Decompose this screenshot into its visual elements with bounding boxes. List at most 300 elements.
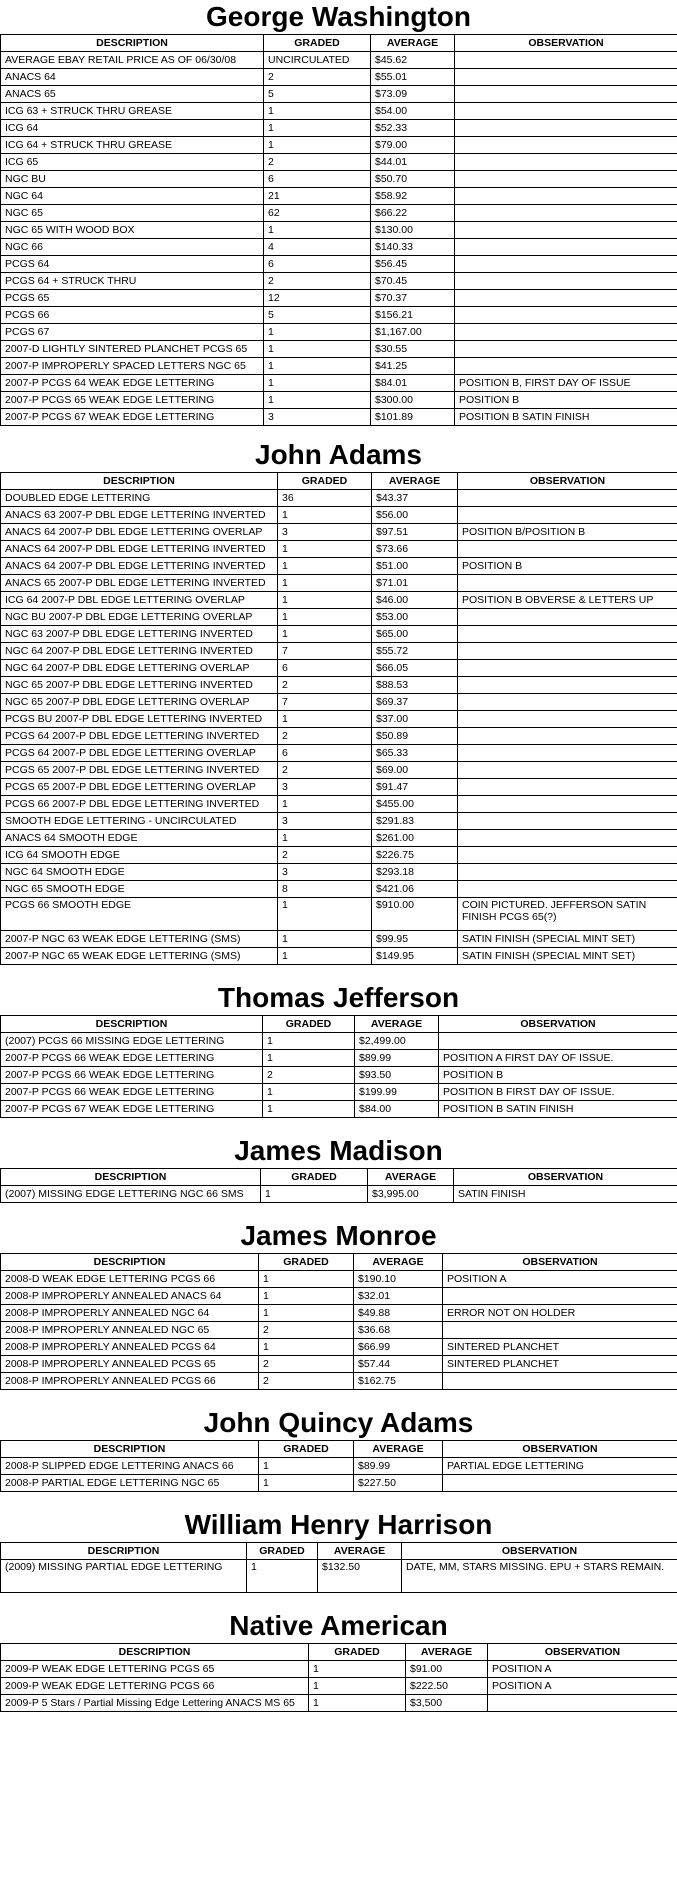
observation-cell <box>455 239 677 256</box>
graded-cell: 2 <box>278 762 372 779</box>
description-cell: 2008-P IMPROPERLY ANNEALED PCGS 65 <box>1 1356 259 1373</box>
table-row <box>1 1373 677 1390</box>
description-cell: ANACS 64 <box>1 69 264 86</box>
average-cell: $97.51 <box>372 524 458 541</box>
column-header-description: DESCRIPTION <box>1 473 278 490</box>
graded-cell: 1 <box>259 1271 354 1288</box>
column-header-average: AVERAGE <box>371 35 455 52</box>
observation-cell <box>455 205 677 222</box>
description-cell: PCGS 66 SMOOTH EDGE <box>1 898 278 931</box>
observation-cell <box>458 541 677 558</box>
column-header-description: DESCRIPTION <box>1 35 264 52</box>
description-cell: DOUBLED EDGE LETTERING <box>1 490 278 507</box>
graded-cell: 5 <box>264 86 371 103</box>
description-cell: ANACS 65 <box>1 86 264 103</box>
table-header-row <box>1 1441 677 1458</box>
section-thomas-jefferson <box>0 981 677 1118</box>
table-row <box>1 324 677 341</box>
table-row <box>1 694 677 711</box>
description-cell: 2007-P PCGS 67 WEAK EDGE LETTERING <box>1 1101 263 1118</box>
observation-cell <box>458 643 677 660</box>
column-header-description: DESCRIPTION <box>1 1441 259 1458</box>
observation-cell <box>458 507 677 524</box>
average-cell: $66.99 <box>354 1339 443 1356</box>
average-cell: $199.99 <box>355 1084 439 1101</box>
description-cell: 2007-P NGC 63 WEAK EDGE LETTERING (SMS) <box>1 931 278 948</box>
table-row <box>1 154 677 171</box>
column-header-description: DESCRIPTION <box>1 1543 247 1560</box>
table-row <box>1 1356 677 1373</box>
observation-cell <box>455 324 677 341</box>
average-cell: $56.00 <box>372 507 458 524</box>
observation-cell <box>458 830 677 847</box>
observation-cell: COIN PICTURED. JEFFERSON SATIN FINISH PCGS 65(?) <box>458 898 677 931</box>
observation-cell <box>458 864 677 881</box>
observation-cell <box>455 137 677 154</box>
observation-cell <box>458 677 677 694</box>
observation-cell <box>455 103 677 120</box>
average-cell: $70.45 <box>371 273 455 290</box>
average-cell: $56.45 <box>371 256 455 273</box>
observation-cell <box>458 490 677 507</box>
average-cell: $99.95 <box>372 931 458 948</box>
average-cell: $140.33 <box>371 239 455 256</box>
graded-cell: 2 <box>278 677 372 694</box>
observation-cell <box>455 256 677 273</box>
description-cell: PCGS 67 <box>1 324 264 341</box>
table-row <box>1 813 677 830</box>
average-cell: $132.50 <box>318 1560 402 1593</box>
price-table <box>0 1253 677 1390</box>
table-row <box>1 1322 677 1339</box>
description-cell: 2008-P IMPROPERLY ANNEALED ANACS 64 <box>1 1288 259 1305</box>
average-cell: $69.37 <box>372 694 458 711</box>
column-header-graded: GRADED <box>261 1169 368 1186</box>
description-cell: 2008-P IMPROPERLY ANNEALED NGC 64 <box>1 1305 259 1322</box>
average-cell: $3,995.00 <box>368 1186 454 1203</box>
graded-cell: 1 <box>264 103 371 120</box>
description-cell: 2007-P PCGS 66 WEAK EDGE LETTERING <box>1 1050 263 1067</box>
section-title: George Washington <box>206 1 471 32</box>
description-cell: 2007-P NGC 65 WEAK EDGE LETTERING (SMS) <box>1 948 278 965</box>
column-header-graded: GRADED <box>259 1254 354 1271</box>
table-row <box>1 103 677 120</box>
description-cell: NGC 64 SMOOTH EDGE <box>1 864 278 881</box>
column-header-description: DESCRIPTION <box>1 1254 259 1271</box>
column-header-observation: OBSERVATION <box>458 473 677 490</box>
description-cell: 2009-P WEAK EDGE LETTERING PCGS 66 <box>1 1678 309 1695</box>
description-cell: 2008-P IMPROPERLY ANNEALED NGC 65 <box>1 1322 259 1339</box>
table-row <box>1 1033 677 1050</box>
observation-cell: POSITION A <box>443 1271 677 1288</box>
graded-cell: 1 <box>263 1033 355 1050</box>
description-cell: ICG 64 + STRUCK THRU GREASE <box>1 137 264 154</box>
table-row <box>1 643 677 660</box>
observation-cell <box>458 796 677 813</box>
table-row <box>1 626 677 643</box>
table-row <box>1 120 677 137</box>
graded-cell: 1 <box>259 1288 354 1305</box>
average-cell: $79.00 <box>371 137 455 154</box>
column-header-average: AVERAGE <box>354 1254 443 1271</box>
table-row <box>1 171 677 188</box>
description-cell: 2007-P PCGS 65 WEAK EDGE LETTERING <box>1 392 264 409</box>
table-header-row <box>1 1254 677 1271</box>
table-row <box>1 609 677 626</box>
description-cell: (2007) MISSING EDGE LETTERING NGC 66 SMS <box>1 1186 261 1203</box>
average-cell: $44.01 <box>371 154 455 171</box>
column-header-average: AVERAGE <box>406 1644 488 1661</box>
description-cell: 2008-P IMPROPERLY ANNEALED PCGS 66 <box>1 1373 259 1390</box>
observation-cell <box>443 1373 677 1390</box>
table-row <box>1 1475 677 1492</box>
average-cell: $130.00 <box>371 222 455 239</box>
graded-cell: 2 <box>264 69 371 86</box>
average-cell: $89.99 <box>354 1458 443 1475</box>
average-cell: $37.00 <box>372 711 458 728</box>
observation-cell: SATIN FINISH (SPECIAL MINT SET) <box>458 948 677 965</box>
average-cell: $66.22 <box>371 205 455 222</box>
table-row <box>1 864 677 881</box>
table-row <box>1 592 677 609</box>
average-cell: $190.10 <box>354 1271 443 1288</box>
average-cell: $65.33 <box>372 745 458 762</box>
observation-cell <box>455 120 677 137</box>
observation-cell <box>455 290 677 307</box>
observation-cell <box>455 69 677 86</box>
table-row <box>1 1288 677 1305</box>
table-header-row <box>1 473 677 490</box>
description-cell: NGC BU 2007-P DBL EDGE LETTERING OVERLAP <box>1 609 278 626</box>
graded-cell: UNCIRCULATED <box>264 52 371 69</box>
section-william-henry-harrison <box>0 1508 677 1593</box>
table-row <box>1 1560 677 1593</box>
graded-cell: 3 <box>278 524 372 541</box>
observation-cell: POSITION B SATIN FINISH <box>455 409 677 426</box>
description-cell: 2009-P 5 Stars / Partial Missing Edge Lettering ANACS MS 65 <box>1 1695 309 1712</box>
average-cell: $71.01 <box>372 575 458 592</box>
description-cell: 2007-P PCGS 67 WEAK EDGE LETTERING <box>1 409 264 426</box>
section-title: Native American <box>229 1610 448 1641</box>
description-cell: ICG 65 <box>1 154 264 171</box>
description-cell: 2008-P IMPROPERLY ANNEALED PCGS 64 <box>1 1339 259 1356</box>
average-cell: $66.05 <box>372 660 458 677</box>
observation-cell: ERROR NOT ON HOLDER <box>443 1305 677 1322</box>
average-cell: $70.37 <box>371 290 455 307</box>
observation-cell: SATIN FINISH <box>454 1186 677 1203</box>
graded-cell: 1 <box>309 1661 406 1678</box>
graded-cell: 2 <box>264 273 371 290</box>
description-cell: SMOOTH EDGE LETTERING - UNCIRCULATED <box>1 813 278 830</box>
observation-cell <box>458 575 677 592</box>
table-row <box>1 205 677 222</box>
average-cell: $261.00 <box>372 830 458 847</box>
description-cell: ICG 64 2007-P DBL EDGE LETTERING OVERLAP <box>1 592 278 609</box>
column-header-graded: GRADED <box>259 1441 354 1458</box>
graded-cell: 1 <box>264 137 371 154</box>
price-table <box>0 1168 677 1203</box>
graded-cell: 62 <box>264 205 371 222</box>
section-john-quincy-adams <box>0 1406 677 1492</box>
observation-cell: POSITION B FIRST DAY OF ISSUE. <box>439 1084 677 1101</box>
table-row <box>1 273 677 290</box>
table-row <box>1 137 677 154</box>
observation-cell: POSITION A FIRST DAY OF ISSUE. <box>439 1050 677 1067</box>
description-cell: PCGS BU 2007-P DBL EDGE LETTERING INVERTED <box>1 711 278 728</box>
description-cell: PCGS 65 2007-P DBL EDGE LETTERING INVERTED <box>1 762 278 779</box>
section-title: Thomas Jefferson <box>217 982 460 1013</box>
description-cell: NGC 64 <box>1 188 264 205</box>
graded-cell: 1 <box>259 1305 354 1322</box>
description-cell: 2008-P SLIPPED EDGE LETTERING ANACS 66 <box>1 1458 259 1475</box>
table-row <box>1 830 677 847</box>
description-cell: PCGS 64 2007-P DBL EDGE LETTERING OVERLAP <box>1 745 278 762</box>
table-row <box>1 728 677 745</box>
average-cell: $32.01 <box>354 1288 443 1305</box>
graded-cell: 6 <box>278 660 372 677</box>
observation-cell: PARTIAL EDGE LETTERING <box>443 1458 677 1475</box>
observation-cell <box>443 1322 677 1339</box>
column-header-average: AVERAGE <box>354 1441 443 1458</box>
graded-cell: 3 <box>278 864 372 881</box>
table-row <box>1 290 677 307</box>
description-cell: 2007-D LIGHTLY SINTERED PLANCHET PCGS 65 <box>1 341 264 358</box>
table-row <box>1 1305 677 1322</box>
description-cell: ANACS 63 2007-P DBL EDGE LETTERING INVERTED <box>1 507 278 524</box>
observation-cell <box>443 1288 677 1305</box>
observation-cell: POSITION B, FIRST DAY OF ISSUE <box>455 375 677 392</box>
graded-cell: 1 <box>278 592 372 609</box>
average-cell: $101.89 <box>371 409 455 426</box>
column-header-average: AVERAGE <box>372 473 458 490</box>
column-header-observation: OBSERVATION <box>454 1169 677 1186</box>
table-row <box>1 256 677 273</box>
table-row <box>1 1084 677 1101</box>
average-cell: $50.70 <box>371 171 455 188</box>
table-row <box>1 1050 677 1067</box>
column-header-observation: OBSERVATION <box>488 1644 677 1661</box>
description-cell: 2007-P IMPROPERLY SPACED LETTERS NGC 65 <box>1 358 264 375</box>
average-cell: $162.75 <box>354 1373 443 1390</box>
graded-cell: 1 <box>278 558 372 575</box>
average-cell: $91.00 <box>406 1661 488 1678</box>
table-row <box>1 948 677 965</box>
price-table <box>0 34 677 426</box>
table-row <box>1 375 677 392</box>
column-header-description: DESCRIPTION <box>1 1169 261 1186</box>
graded-cell: 1 <box>278 796 372 813</box>
table-header-row <box>1 1016 677 1033</box>
section-john-adams <box>0 438 677 965</box>
table-row <box>1 541 677 558</box>
description-cell: AVERAGE EBAY RETAIL PRICE AS OF 06/30/08 <box>1 52 264 69</box>
graded-cell: 1 <box>278 541 372 558</box>
graded-cell: 1 <box>264 120 371 137</box>
description-cell: NGC 64 2007-P DBL EDGE LETTERING OVERLAP <box>1 660 278 677</box>
average-cell: $55.72 <box>372 643 458 660</box>
table-row <box>1 847 677 864</box>
graded-cell: 1 <box>309 1695 406 1712</box>
average-cell: $45.62 <box>371 52 455 69</box>
section-title: William Henry Harrison <box>184 1509 493 1540</box>
average-cell: $156.21 <box>371 307 455 324</box>
average-cell: $89.99 <box>355 1050 439 1067</box>
table-row <box>1 1101 677 1118</box>
average-cell: $55.01 <box>371 69 455 86</box>
graded-cell: 2 <box>259 1373 354 1390</box>
price-table <box>0 1542 677 1593</box>
column-header-average: AVERAGE <box>355 1016 439 1033</box>
graded-cell: 1 <box>264 392 371 409</box>
description-cell: PCGS 65 2007-P DBL EDGE LETTERING OVERLAP <box>1 779 278 796</box>
table-row <box>1 507 677 524</box>
average-cell: $43.37 <box>372 490 458 507</box>
graded-cell: 3 <box>278 779 372 796</box>
average-cell: $227.50 <box>354 1475 443 1492</box>
graded-cell: 1 <box>259 1339 354 1356</box>
description-cell: ANACS 65 2007-P DBL EDGE LETTERING INVERTED <box>1 575 278 592</box>
table-row <box>1 524 677 541</box>
average-cell: $54.00 <box>371 103 455 120</box>
graded-cell: 1 <box>278 609 372 626</box>
observation-cell: DATE, MM, STARS MISSING. EPU + STARS REMAIN. <box>402 1560 677 1593</box>
table-row <box>1 931 677 948</box>
description-cell: ICG 64 <box>1 120 264 137</box>
section-title: John Quincy Adams <box>203 1407 474 1438</box>
observation-cell <box>458 711 677 728</box>
observation-cell: POSITION B <box>439 1067 677 1084</box>
description-cell: 2008-D WEAK EDGE LETTERING PCGS 66 <box>1 1271 259 1288</box>
column-header-description: DESCRIPTION <box>1 1644 309 1661</box>
observation-cell <box>455 341 677 358</box>
graded-cell: 1 <box>264 222 371 239</box>
graded-cell: 1 <box>278 711 372 728</box>
description-cell: (2009) MISSING PARTIAL EDGE LETTERING <box>1 1560 247 1593</box>
graded-cell: 1 <box>278 830 372 847</box>
description-cell: 2007-P PCGS 66 WEAK EDGE LETTERING <box>1 1067 263 1084</box>
observation-cell <box>455 86 677 103</box>
description-cell: ANACS 64 2007-P DBL EDGE LETTERING INVERTED <box>1 541 278 558</box>
graded-cell: 1 <box>263 1084 355 1101</box>
description-cell: (2007) PCGS 66 MISSING EDGE LETTERING <box>1 1033 263 1050</box>
table-header-row <box>1 1169 677 1186</box>
description-cell: PCGS 66 <box>1 307 264 324</box>
table-row <box>1 745 677 762</box>
description-cell: NGC 64 2007-P DBL EDGE LETTERING INVERTED <box>1 643 278 660</box>
table-row <box>1 762 677 779</box>
graded-cell: 2 <box>259 1322 354 1339</box>
column-header-observation: OBSERVATION <box>443 1254 677 1271</box>
column-header-average: AVERAGE <box>368 1169 454 1186</box>
table-row <box>1 52 677 69</box>
table-row <box>1 898 677 931</box>
graded-cell: 1 <box>263 1050 355 1067</box>
table-row <box>1 341 677 358</box>
observation-cell <box>458 847 677 864</box>
description-cell: PCGS 64 <box>1 256 264 273</box>
graded-cell: 4 <box>264 239 371 256</box>
graded-cell: 2 <box>259 1356 354 1373</box>
average-cell: $226.75 <box>372 847 458 864</box>
description-cell: NGC 65 2007-P DBL EDGE LETTERING INVERTED <box>1 677 278 694</box>
observation-cell <box>458 881 677 898</box>
table-row <box>1 222 677 239</box>
observation-cell <box>488 1695 677 1712</box>
average-cell: $49.88 <box>354 1305 443 1322</box>
graded-cell: 2 <box>278 728 372 745</box>
table-row <box>1 575 677 592</box>
average-cell: $41.25 <box>371 358 455 375</box>
graded-cell: 6 <box>264 171 371 188</box>
observation-cell <box>458 694 677 711</box>
observation-cell <box>458 728 677 745</box>
graded-cell: 21 <box>264 188 371 205</box>
description-cell: ICG 63 + STRUCK THRU GREASE <box>1 103 264 120</box>
description-cell: 2007-P PCGS 64 WEAK EDGE LETTERING <box>1 375 264 392</box>
description-cell: ANACS 64 2007-P DBL EDGE LETTERING INVERTED <box>1 558 278 575</box>
column-header-graded: GRADED <box>264 35 371 52</box>
table-row <box>1 1678 677 1695</box>
graded-cell: 12 <box>264 290 371 307</box>
graded-cell: 1 <box>259 1458 354 1475</box>
table-row <box>1 1271 677 1288</box>
observation-cell: POSITION A <box>488 1661 677 1678</box>
graded-cell: 2 <box>264 154 371 171</box>
table-row <box>1 1186 677 1203</box>
table-header-row <box>1 1543 677 1560</box>
graded-cell: 2 <box>263 1067 355 1084</box>
average-cell: $149.95 <box>372 948 458 965</box>
observation-cell: SINTERED PLANCHET <box>443 1339 677 1356</box>
average-cell: $57.44 <box>354 1356 443 1373</box>
price-table <box>0 1015 677 1118</box>
graded-cell: 1 <box>264 324 371 341</box>
average-cell: $52.33 <box>371 120 455 137</box>
table-row <box>1 1067 677 1084</box>
observation-cell <box>458 779 677 796</box>
average-cell: $58.92 <box>371 188 455 205</box>
column-header-observation: OBSERVATION <box>455 35 677 52</box>
observation-cell <box>439 1033 677 1050</box>
table-row <box>1 307 677 324</box>
average-cell: $69.00 <box>372 762 458 779</box>
average-cell: $53.00 <box>372 609 458 626</box>
graded-cell: 1 <box>261 1186 368 1203</box>
table-header-row <box>1 1644 677 1661</box>
average-cell: $455.00 <box>372 796 458 813</box>
table-row <box>1 1339 677 1356</box>
table-row <box>1 1661 677 1678</box>
graded-cell: 6 <box>278 745 372 762</box>
observation-cell: SINTERED PLANCHET <box>443 1356 677 1373</box>
graded-cell: 1 <box>278 931 372 948</box>
description-cell: ANACS 64 2007-P DBL EDGE LETTERING OVERLAP <box>1 524 278 541</box>
observation-cell <box>455 222 677 239</box>
observation-cell <box>455 307 677 324</box>
table-row <box>1 490 677 507</box>
graded-cell: 3 <box>264 409 371 426</box>
average-cell: $421.06 <box>372 881 458 898</box>
graded-cell: 1 <box>309 1678 406 1695</box>
observation-cell <box>455 188 677 205</box>
table-header-row <box>1 35 677 52</box>
description-cell: 2009-P WEAK EDGE LETTERING PCGS 65 <box>1 1661 309 1678</box>
graded-cell: 7 <box>278 694 372 711</box>
description-cell: NGC 65 <box>1 205 264 222</box>
average-cell: $51.00 <box>372 558 458 575</box>
graded-cell: 8 <box>278 881 372 898</box>
table-row <box>1 69 677 86</box>
